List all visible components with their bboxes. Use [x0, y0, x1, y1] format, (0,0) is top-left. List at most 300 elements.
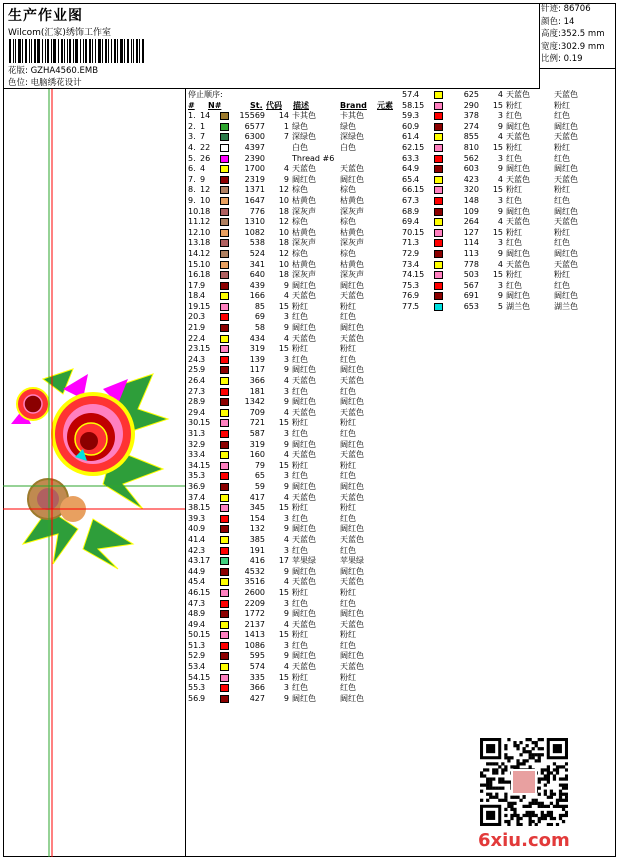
row-seq: 27. [188, 386, 201, 396]
table-row [188, 556, 400, 567]
row-brand: 阔红色 [554, 248, 578, 258]
row-seq: 9. [188, 195, 196, 205]
row-stitches: 423 [463, 174, 479, 184]
row-code: 4 [283, 164, 289, 174]
row-needle: 9 [200, 439, 206, 449]
row-seq: 12. [188, 227, 201, 237]
row-stitches: 625 [463, 90, 479, 99]
row-needle: 9 [414, 164, 420, 174]
row-brand: 天蓝色 [554, 90, 578, 99]
row-description: 天蓝色 [506, 259, 530, 269]
row-brand: 红色 [340, 683, 356, 693]
color-swatch [220, 303, 229, 311]
color-swatch [220, 557, 229, 565]
row-needle: 15 [200, 672, 211, 682]
row-seq: 60. [402, 121, 415, 131]
row-code: 10 [278, 259, 289, 269]
row-needle: 4 [200, 291, 206, 301]
row-seq: 49. [188, 619, 201, 629]
row-description: 枯黄色 [292, 259, 316, 269]
row-code: 9 [283, 524, 289, 534]
row-code: 10 [278, 227, 289, 237]
row-needle: 15 [200, 460, 211, 470]
row-seq: 45. [188, 577, 201, 587]
color-swatch [220, 536, 229, 544]
color-swatch [220, 652, 229, 660]
table-row [188, 355, 400, 366]
row-needle: 1 [200, 121, 206, 131]
table-row [188, 673, 400, 684]
row-code: 1 [283, 121, 289, 131]
row-stitches: 132 [249, 524, 265, 534]
studio-name: Wilcom(汇家)绣饰工作室 [8, 28, 111, 38]
row-stitches: 6577 [244, 121, 265, 131]
row-seq: 48. [188, 609, 201, 619]
row-code: 15 [278, 587, 289, 597]
row-seq: 39. [188, 513, 201, 523]
row-seq: 30. [188, 418, 201, 428]
row-stitches: 3516 [244, 577, 265, 587]
row-stitches: 417 [249, 492, 265, 502]
row-stitches: 721 [249, 418, 265, 428]
row-brand: 天蓝色 [554, 132, 578, 142]
row-stitches: 2209 [244, 598, 265, 608]
row-needle: 3 [414, 195, 420, 205]
row-description: 粉红 [292, 630, 308, 640]
row-needle: 15 [200, 587, 211, 597]
row-description: 阔红色 [292, 609, 316, 619]
row-needle: 12 [200, 185, 211, 195]
color-swatch [220, 589, 229, 597]
row-brand: 粉红 [340, 301, 356, 311]
main-peony [51, 392, 135, 476]
row-stitches: 335 [249, 672, 265, 682]
row-brand: 阔红色 [554, 164, 578, 174]
color-swatch [434, 91, 443, 99]
row-code: 4 [497, 217, 503, 227]
row-description: 红色 [292, 354, 308, 364]
row-description: 阔红色 [292, 439, 316, 449]
thread-list-right [402, 90, 616, 312]
color-swatch [434, 261, 443, 269]
table-row [402, 90, 616, 101]
row-seq: 53. [188, 662, 201, 672]
row-stitches: 264 [463, 217, 479, 227]
row-brand: 棕色 [340, 217, 356, 227]
row-brand: 阔红色 [340, 397, 364, 407]
row-seq: 34. [188, 460, 201, 470]
color-swatch [220, 250, 229, 258]
row-stitches: 160 [249, 450, 265, 460]
row-stitches: 1310 [244, 217, 265, 227]
row-code: 4 [283, 291, 289, 301]
row-brand: 天蓝色 [340, 662, 364, 672]
row-needle: 4 [200, 577, 206, 587]
page-title: 生产作业图 [8, 8, 83, 24]
color-swatch [220, 218, 229, 226]
row-needle: 22 [200, 142, 211, 152]
row-description: 红色 [292, 598, 308, 608]
row-stitches: 378 [463, 111, 479, 121]
table-row [188, 524, 400, 535]
row-brand: 天蓝色 [340, 492, 364, 502]
row-needle: 4 [200, 376, 206, 386]
row-description: 红色 [506, 153, 522, 163]
row-needle: 3 [200, 683, 206, 693]
row-description: 棕色 [292, 217, 308, 227]
row-needle: 18 [200, 206, 211, 216]
row-needle: 18 [200, 238, 211, 248]
row-seq: 21. [188, 323, 201, 333]
row-description: Thread #6 [292, 153, 335, 163]
color-swatch [220, 600, 229, 608]
color-swatch [220, 282, 229, 290]
color-swatch [220, 112, 229, 120]
col-needle: N# [208, 100, 222, 110]
row-description: 天蓝色 [506, 132, 530, 142]
row-needle: 26 [200, 153, 211, 163]
row-brand: 粉红 [340, 344, 356, 354]
row-code: 3 [283, 429, 289, 438]
row-seq: 55. [188, 683, 201, 693]
row-needle: 15 [200, 301, 211, 311]
table-row [402, 164, 616, 175]
thread-list-left [188, 90, 400, 704]
row-code: 3 [497, 195, 503, 205]
color-swatch [220, 568, 229, 576]
color-swatch [220, 345, 229, 353]
row-description: 粉红 [506, 142, 522, 152]
color-swatch [220, 462, 229, 470]
color-swatch [434, 144, 443, 152]
row-seq: 35. [188, 471, 201, 481]
row-description: 卡其色 [292, 111, 316, 121]
row-stitches: 366 [249, 376, 265, 386]
table-row [188, 196, 400, 207]
row-code: 15 [278, 418, 289, 428]
table-row [188, 630, 400, 641]
color-swatch [220, 409, 229, 417]
color-swatch [220, 525, 229, 533]
color-swatch [220, 155, 229, 163]
row-brand: 枯黄色 [340, 259, 364, 269]
row-description: 红色 [292, 683, 308, 693]
row-needle: 4 [200, 333, 206, 343]
row-seq: 44. [188, 566, 201, 576]
row-brand: 深绿色 [340, 132, 364, 142]
row-description: 红色 [506, 280, 522, 290]
color-swatch [220, 377, 229, 385]
row-description: 阔红色 [292, 566, 316, 576]
row-code: 3 [497, 238, 503, 248]
row-code: 15 [278, 344, 289, 354]
color-swatch [434, 303, 443, 311]
row-code: 5 [497, 301, 503, 311]
row-brand: 红色 [340, 640, 356, 650]
row-brand: 粉红 [340, 587, 356, 597]
row-code: 12 [278, 185, 289, 195]
color-swatch [434, 102, 443, 110]
row-brand: 阔红色 [340, 365, 364, 375]
lower-flower [28, 479, 86, 522]
row-seq: 72. [402, 248, 415, 258]
row-stitches: 538 [249, 238, 265, 248]
row-stitches: 855 [463, 132, 479, 142]
color-swatch [434, 133, 443, 141]
color-swatch [220, 621, 229, 629]
row-description: 红色 [506, 195, 522, 205]
table-row [402, 249, 616, 260]
row-stitches: 2390 [244, 153, 265, 163]
table-row [188, 164, 400, 175]
table-row [402, 111, 616, 122]
row-description: 绿色 [292, 121, 308, 131]
row-needle: 4 [200, 492, 206, 502]
table-row [402, 217, 616, 228]
color-swatch [220, 271, 229, 279]
color-swatch [434, 292, 443, 300]
row-description: 天蓝色 [292, 164, 316, 174]
row-brand: 枯黄色 [340, 227, 364, 237]
row-stitches: 503 [463, 270, 479, 280]
color-swatch [220, 419, 229, 427]
row-brand: 天蓝色 [340, 164, 364, 174]
row-code: 3 [497, 111, 503, 121]
row-code: 14 [278, 111, 289, 121]
color-swatch [220, 208, 229, 216]
row-code: 18 [278, 270, 289, 280]
row-needle: 9 [200, 481, 206, 491]
row-code: 15 [278, 301, 289, 311]
color-swatch [220, 610, 229, 618]
table-row [188, 651, 400, 662]
row-code: 15 [492, 100, 503, 110]
row-seq: 73. [402, 259, 415, 269]
row-brand: 阔红色 [340, 693, 364, 703]
row-brand: 红色 [340, 386, 356, 396]
row-stitches: 416 [249, 556, 265, 566]
row-description: 天蓝色 [292, 376, 316, 386]
row-brand: 阔红色 [554, 121, 578, 131]
row-needle: 4 [414, 259, 420, 269]
row-stitches: 4532 [244, 566, 265, 576]
color-swatch [220, 313, 229, 321]
row-brand: 深灰声 [340, 270, 364, 280]
row-seq: 11. [188, 217, 201, 227]
row-needle: 9 [414, 121, 420, 131]
row-brand: 枯黄色 [340, 195, 364, 205]
row-brand: 阔红色 [554, 291, 578, 301]
color-swatch [434, 165, 443, 173]
row-code: 17 [278, 556, 289, 566]
color-swatch [220, 356, 229, 364]
row-seq: 46. [188, 587, 201, 597]
row-brand: 阔红色 [340, 439, 364, 449]
row-description: 天蓝色 [292, 333, 316, 343]
row-brand: 天蓝色 [554, 259, 578, 269]
table-row [188, 683, 400, 694]
color-swatch [220, 144, 229, 152]
color-swatch [220, 398, 229, 406]
row-seq: 66. [402, 185, 415, 195]
color-swatch [220, 335, 229, 343]
row-description: 深灰声 [292, 206, 316, 216]
color-swatch [434, 155, 443, 163]
row-needle: 5 [414, 301, 420, 311]
color-position-value: 电脑绣花设计 [30, 78, 82, 88]
pattern-file-label: 花版: [8, 66, 28, 76]
color-swatch [220, 494, 229, 502]
table-row [188, 482, 400, 493]
row-seq: 1. [188, 111, 196, 121]
col-desc: 描述 [293, 100, 309, 110]
col-st: St. [250, 100, 263, 110]
table-header [188, 101, 400, 112]
table-row [188, 694, 400, 705]
row-description: 阔红色 [506, 291, 530, 301]
row-needle: 4 [414, 90, 420, 99]
row-brand: 红色 [340, 471, 356, 481]
row-code: 4 [497, 259, 503, 269]
table-row [188, 429, 400, 440]
row-needle: 3 [200, 545, 206, 555]
row-brand: 红色 [340, 598, 356, 608]
row-stitches: 4397 [244, 142, 265, 152]
row-needle: 10 [200, 195, 211, 205]
row-code: 9 [283, 439, 289, 449]
row-code: 18 [278, 206, 289, 216]
row-code: 9 [497, 206, 503, 216]
row-description: 阔红色 [292, 365, 316, 375]
row-brand: 天蓝色 [340, 291, 364, 301]
row-brand: 天蓝色 [340, 376, 364, 386]
header-panel [3, 3, 540, 89]
row-seq: 20. [188, 312, 201, 322]
row-stitches: 2319 [244, 174, 265, 184]
row-needle: 9 [200, 397, 206, 407]
stat-width: 宽度:302.9 mm [541, 41, 605, 52]
row-description: 粉红 [292, 418, 308, 428]
row-stitches: 691 [463, 291, 479, 301]
table-row [188, 546, 400, 557]
row-code: 4 [283, 619, 289, 629]
row-needle: 4 [414, 174, 420, 184]
row-stitches: 113 [463, 248, 479, 258]
row-seq: 25. [188, 365, 201, 375]
table-row [188, 397, 400, 408]
table-row [402, 132, 616, 143]
rows-left [188, 111, 400, 704]
color-swatch [434, 271, 443, 279]
row-needle: 3 [200, 312, 206, 322]
row-brand: 阔红色 [340, 566, 364, 576]
col-seq: # [188, 100, 195, 110]
row-description: 红色 [506, 111, 522, 121]
row-code: 9 [497, 164, 503, 174]
row-description: 阔红色 [292, 481, 316, 491]
row-description: 粉红 [506, 185, 522, 195]
row-code: 18 [278, 238, 289, 248]
row-stitches: 290 [463, 100, 479, 110]
table-row [402, 154, 616, 165]
row-seq: 65. [402, 174, 415, 184]
row-description: 粉红 [292, 344, 308, 354]
table-row [402, 238, 616, 249]
table-row [188, 450, 400, 461]
row-stitches: 114 [463, 238, 479, 248]
table-row [402, 101, 616, 112]
row-brand: 粉红 [554, 100, 570, 110]
row-brand: 红色 [554, 111, 570, 121]
color-swatch [434, 123, 443, 131]
table-row [188, 620, 400, 631]
table-row [402, 185, 616, 196]
row-needle: 3 [200, 429, 206, 438]
row-description: 苹果绿 [292, 556, 316, 566]
row-needle: 10 [200, 227, 211, 237]
row-needle: 12 [200, 217, 211, 227]
row-seq: 29. [188, 407, 201, 417]
table-row [402, 143, 616, 154]
row-needle: 12 [200, 248, 211, 258]
row-stitches: 79 [254, 460, 265, 470]
row-seq: 37. [188, 492, 201, 502]
color-swatch [220, 483, 229, 491]
color-swatch [220, 631, 229, 639]
row-seq: 40. [188, 524, 201, 534]
table-row [188, 588, 400, 599]
row-stitches: 778 [463, 259, 479, 269]
row-stitches: 567 [463, 280, 479, 290]
table-row [402, 270, 616, 281]
table-row [188, 132, 400, 143]
table-row [188, 291, 400, 302]
row-stitches: 2137 [244, 619, 265, 629]
table-row [188, 577, 400, 588]
row-description: 天蓝色 [292, 577, 316, 587]
row-needle: 15 [200, 630, 211, 640]
table-row [188, 514, 400, 525]
table-row [188, 175, 400, 186]
row-brand: 棕色 [340, 248, 356, 258]
row-stitches: 709 [249, 407, 265, 417]
color-swatch [220, 663, 229, 671]
table-row [188, 154, 400, 165]
row-brand: 红色 [554, 153, 570, 163]
row-stitches: 653 [463, 301, 479, 311]
row-code: 9 [497, 121, 503, 131]
table-row [188, 471, 400, 482]
row-stitches: 1700 [244, 164, 265, 174]
row-description: 阔红色 [292, 693, 316, 703]
row-stitches: 1086 [244, 640, 265, 650]
row-code: 15 [278, 460, 289, 470]
row-seq: 47. [188, 598, 201, 608]
row-stitches: 524 [249, 248, 265, 258]
row-description: 天蓝色 [506, 90, 530, 99]
row-seq: 33. [188, 450, 201, 460]
row-description: 阔红色 [292, 323, 316, 333]
row-description: 粉红 [506, 270, 522, 280]
col-brand: Brand [340, 100, 367, 110]
row-code: 15 [278, 672, 289, 682]
table-row [402, 281, 616, 292]
row-code: 9 [497, 248, 503, 258]
row-seq: 22. [188, 333, 201, 343]
color-swatch [220, 504, 229, 512]
color-swatch [220, 366, 229, 374]
row-seq: 43. [188, 556, 201, 566]
